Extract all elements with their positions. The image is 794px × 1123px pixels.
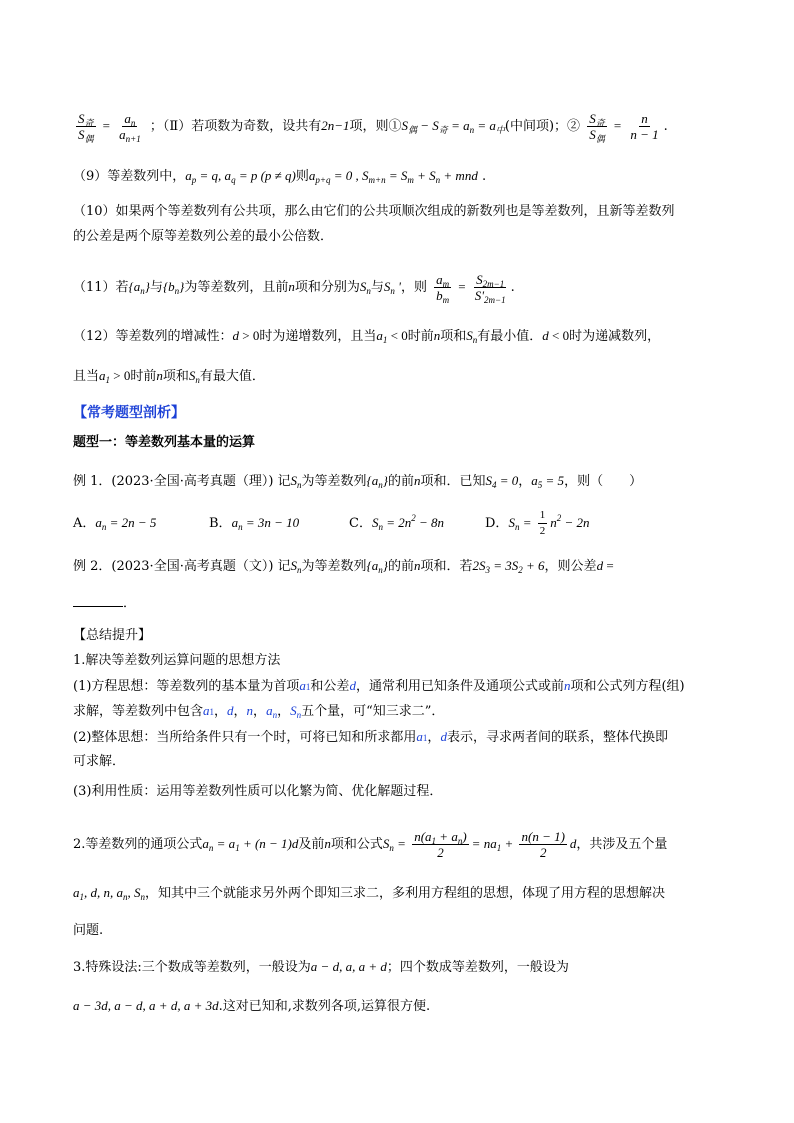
ratio-odd-even-2: $\frac{S_奇}{S_偶}$ xyxy=(589,111,605,144)
summary-1-line3: (2)整体思想：当所给条件只有一个时，可将已知和所求都用a1，d表示，寻求两者间的联系，整体代换即 xyxy=(73,729,668,745)
summary-2-line3: 问题. xyxy=(73,923,104,938)
odd-minus-even: $S_偶 - S_奇 = a_n = a_中$ xyxy=(401,118,505,135)
section-title: 【常考题型剖析】 xyxy=(73,405,185,421)
summary-1-line2: 求解，等差数列中包含a1，d，n，$a_n$，$S_n$五个量，可“知三求二”． xyxy=(73,703,445,720)
summary-1-line5: (3)利用性质：运用等差数列性质可以化繁为简、优化解题过程． xyxy=(73,784,443,799)
example1-stem: 例 1．(2023·全国·高考真题（理）) 记$S_n$为等差数列$\{a_n\}$的前n项和．已知$S_4 = 0$，$a_5 = 5$，则（ ） xyxy=(73,473,643,490)
option-a[interactable]: A．$a_n = 2n - 5$ xyxy=(73,515,157,532)
summary-1-line1: (1)方程思想：等差数列的基本量为首项a1和公差d，通常利用已知条件及通项公式或前n项和公式列方程(组) xyxy=(73,678,685,694)
ratio-n: $\frac{n}{n - 1}$ xyxy=(630,111,659,142)
summary-3-line2: a − 3d, a − d, a + d, a + 3d.这对已知和,求数列各项,运算很方便. xyxy=(73,998,431,1014)
example1-options xyxy=(73,508,764,538)
summary-1-line4: 可求解． xyxy=(73,754,126,769)
type1-title: 题型一：等差数列基本量的运算 xyxy=(73,435,256,450)
item9-formula2: $a_{p+q} = 0$ , $S_{m+n} = S_m + S_n$ + mnd xyxy=(308,168,478,185)
item12-line1: （12）等差数列的增减性：d > 0时为递增数列，且当$a_1 < 0$时前n项和$S_n$有最小值．d < 0时为递减数列， xyxy=(73,328,661,345)
item9-formula: $a_p = q$, $a_q = p$ (p ≠ q) xyxy=(185,168,296,185)
example2-stem: 例 2．(2023·全国·高考真题（文）) 记$S_n$为等差数列$\{a_n\}$的前n项和．若$2S_3 = 3S_2 + 6$，则公差d = xyxy=(73,558,614,575)
ratio-an: $\frac{a_n}{a_{n+1}}$ xyxy=(119,111,141,144)
summary-2-line2: $a_1$, d, n, $a_n$, $S_n$，知其中三个就能求另外两个即知三求二，多利用方程组的思想，体现了用方程的思想解决 xyxy=(73,885,666,902)
item10-line2: 的公差是两个原等差数列公差的最小公倍数． xyxy=(73,229,334,244)
summary-3-line1: 3.特殊设法:三个数成等差数列，一般设为a − d, a, a + d；四个数成等差数列，一般设为 xyxy=(73,959,569,975)
ratio-am-bm: $\frac{a_m}{b_m}$ xyxy=(436,272,450,305)
summary-1-title: 1.解决等差数列运算问题的思想方法 xyxy=(73,653,281,668)
item11-line: （11）若$\{a_n\}$与$\{b_n\}$为等差数列，且前n项和分别为$S_n$与$S_n$ '，则 $\frac{a_m}{b_m}$ = $\frac{S_{2m-1}}{S'_{2m-1}}$ . xyxy=(73,272,515,305)
item8-line: $\frac{S_奇}{S_偶}$ = $\frac{a_n}{a_{n+1}}$ ；（Ⅱ）若项数为奇数，设共有2n−1项，则$①S_偶 - S_奇 = a_n = a_中$(中间项)；② $\frac{S_奇}{S_偶}$ = $\frac{n}{n - 1}$ . xyxy=(78,111,668,144)
example2-answer-blank[interactable]: ． xyxy=(73,594,764,613)
summary-2-line1: 2.等差数列的通项公式$a_n = a_1 + (n - 1)d$及前n项和公式$S_n$ = $\frac{n(a_1 + a_n)}{2}$ = $na_1$ + $\frac{n(n - 1)}{2}$ d，共涉及五个量 xyxy=(73,829,668,860)
option-d[interactable]: D．$S_n$ = $\frac{1}{2}$ $n^2 - 2n$ xyxy=(485,509,590,537)
item10-line1: （10）如果两个等差数列有公共项，那么由它们的公共项顺次组成的新数列也是等差数列，且新等差数列 xyxy=(73,204,675,219)
item12-line2: 且当$a_1 > 0$时前n项和$S_n$有最大值． xyxy=(73,368,265,385)
option-c[interactable]: C．$S_n = 2n^2 - 8n$ xyxy=(349,513,445,532)
ratio-s2m: $\frac{S_{2m-1}}{S'_{2m-1}}$ xyxy=(474,272,506,305)
option-b[interactable]: B．$a_n = 3n - 10$ xyxy=(209,515,300,532)
item9-line: （9）等差数列中，$a_p = q$, $a_q = p$ (p ≠ q)则$a_{p+q} = 0$ , $S_{m+n} = S_m + S_n$ + mnd . xyxy=(73,168,487,185)
summary-title: 【总结提升】 xyxy=(73,628,152,643)
ratio-odd-even: $\frac{S_奇}{S_偶}$ xyxy=(78,111,94,144)
